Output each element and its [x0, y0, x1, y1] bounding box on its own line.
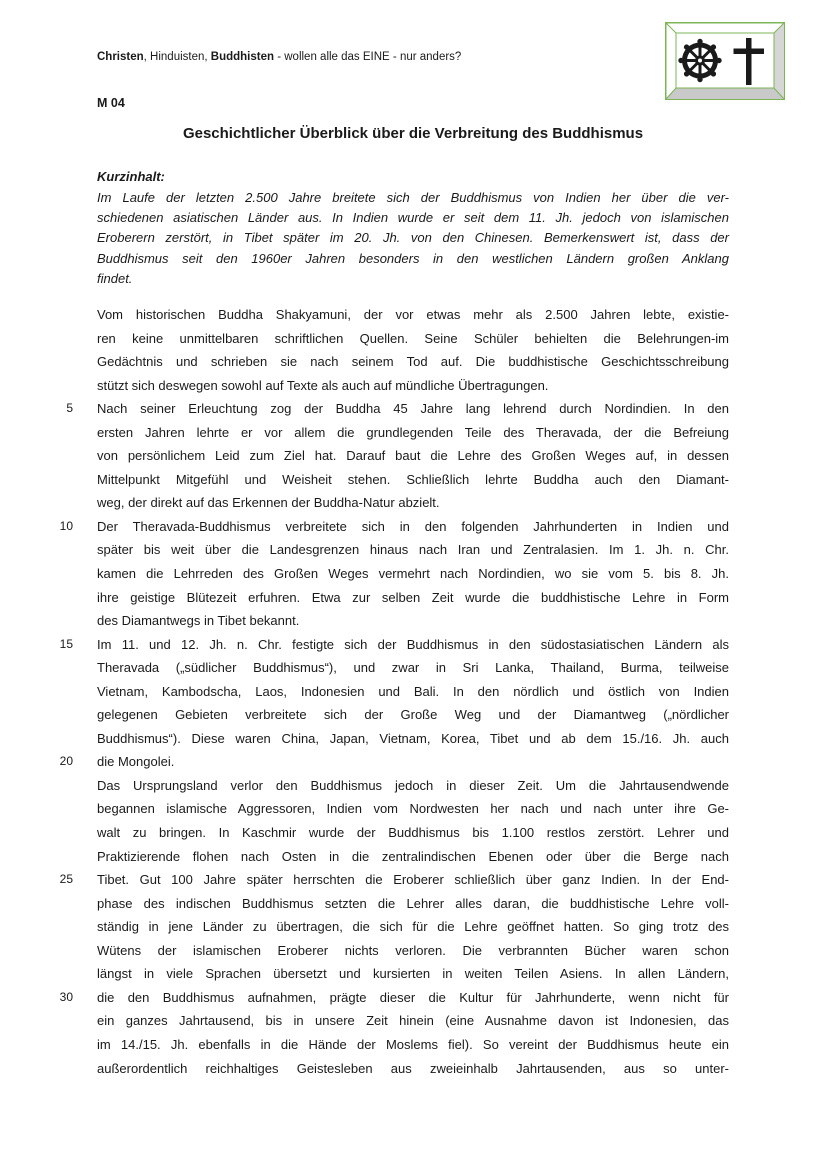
summary-line: Buddhismus seit den 1960er Jahren besonders in den westlichen Ländern großen Anklang: [97, 250, 729, 266]
body-line: weg, der direkt auf das Erkennen der Buddha-Natur abzielt.: [97, 495, 440, 511]
body-text-section: [59, 303, 729, 1080]
body-line: Wütens der islamischen Eroberer nichts verloren. Die verbrannten Bücher waren schon: [97, 942, 729, 958]
body-line: ein ganzes Jahrtausend, bis in unsere Zeit hinein (eine Ausnahme davon ist Indonesien, das: [97, 1013, 729, 1029]
body-line: des Diamantwegs in Tibet bekannt.: [97, 613, 300, 629]
header-rest-text: - wollen alle das EINE - nur anders?: [274, 51, 462, 63]
material-label: M 04: [97, 96, 125, 110]
line-number: 25: [59, 872, 73, 887]
body-line: Vietnam, Kambodscha, Laos, Indonesien und Bali. In den nördlich und östlich von Indien: [97, 683, 729, 699]
body-line: ständig in jene Länder zu übertragen, die sich für die Lehre geöffnet hatten. So ging trotz des: [97, 919, 729, 935]
body-line: 20 die Mongolei.: [97, 750, 729, 774]
summary-line: findet.: [97, 270, 133, 286]
line-number: 30: [59, 989, 73, 1004]
body-line: längst in viele Sprachen übersetzt und kursierten in weiten Teilen Asiens. In allen Ländern,: [97, 966, 729, 982]
body-line: kamen die Lehrreden des Großen Weges vermehrt nach Nordindien, wo sie vom 5. bis 8. Jh.: [97, 566, 729, 582]
body-line: stützt sich deswegen sowohl auf Texte als auch auf mündliche Übertragungen.: [97, 377, 549, 393]
summary-lines: [97, 188, 729, 289]
body-line: walt zu bringen. In Kaschmir wurde der Buddhismus bis 1.100 restlos zerstört. Lehrer und: [97, 825, 729, 841]
summary-line: Eroberern zerstört, in Tibet später im 20. Jh. von den Chinesen. Bemerkenswert ist, dass der: [97, 230, 729, 246]
summary-heading: Kurzinhalt:: [97, 169, 165, 184]
line-number: 20: [59, 754, 73, 769]
header-word-christen: Christen: [97, 51, 144, 63]
body-line: Mittelpunkt Mitgefühl und Weisheit stehen. Schließlich lehrte Buddha auch den Diamant-: [97, 471, 729, 487]
line-number: 5: [66, 401, 73, 416]
body-line: 15 Im 11. und 12. Jh. n. Chr. festigte sich der Buddhismus in den südostasiatischen Ländern als: [97, 633, 729, 657]
page-title: Geschichtlicher Überblick über die Verbreitung des Buddhismus: [182, 125, 644, 142]
logo-frame: [665, 22, 785, 100]
summary-line: Im Laufe der letzten 2.500 Jahre breitete sich der Buddhismus von Indien her über die ver-: [97, 190, 729, 205]
summary-section: [97, 167, 729, 289]
body-line: begannen islamische Aggressoren, Indien vom Nordwesten her nach und nach unter ihre Ge-: [97, 801, 729, 817]
header-middle-text: , Hinduisten,: [143, 51, 211, 63]
body-line: Buddhismus“). Diese waren China, Japan, Vietnam, Korea, Tibet und ab dem 15./16. Jh. auch: [97, 730, 729, 746]
body-line: ersten Jahren lehrte er vor allem die grundlegenden Teile des Theravada, der die Befreiung: [97, 424, 729, 440]
body-line: ihre geistige Blütezeit erfuhren. Etwa zur selben Zeit wurde die buddhistische Lehre in Form: [97, 589, 729, 605]
body-line: Das Ursprungsland verlor den Buddhismus jedoch in dieser Zeit. Um die Jahrtausendwende: [97, 777, 729, 793]
body-line: später bis weit über die Landesgrenzen hinaus nach Iran und Zentralasien. Im 1. Jh. n. Chr.: [97, 542, 729, 558]
body-line: 5 Nach seiner Erleuchtung zog der Buddha 45 Jahre lang lehrend durch Nordindien. In den: [97, 397, 729, 421]
body-line: außerordentlich reichhaltiges Geistesleben aus zweieinhalb Jahrtausenden, aus so unter-: [97, 1060, 729, 1076]
line-number: 15: [59, 636, 73, 651]
body-line: gelegenen Gebieten verbreitete sich der Große Weg und der Diamantweg („nördlicher: [97, 707, 729, 723]
summary-line: schiedenen asiatischen Länder aus. In Indien wurde er seit dem 11. Jh. jedoch von islamischen: [97, 210, 729, 226]
body-line: von persönlichem Leid zum Ziel hat. Darauf baut die Lehre des Großen Weges auf, in dessen: [97, 448, 729, 464]
religions-logo: [665, 22, 785, 100]
page-header: [97, 50, 461, 65]
body-line: Vom historischen Buddha Shakyamuni, der vor etwas mehr als 2.500 Jahren lebte, existie-: [97, 307, 729, 322]
body-line: Theravada („südlicher Buddhismus“), und zwar in Sri Lanka, Thailand, Burma, teilweise: [97, 660, 729, 676]
body-line: ren keine unmittelbaren schriftlichen Quellen. Seine Schüler behielten die Belehrungen-im: [97, 330, 729, 346]
body-line: 30 die den Buddhismus aufnahmen, prägte dieser die Kultur für Jahrhunderte, wenn nicht für: [97, 986, 729, 1010]
body-line: phase des indischen Buddhismus setzten die Lehrer alles daran, die buddhistische Lehre voll-: [97, 895, 729, 911]
body-line: Praktizierende flohen nach Osten in die zentralindischen Ebenen oder über die Berge nach: [97, 848, 729, 864]
body-line: Gedächtnis und schrieben sie nach seinem Tod auf. Die buddhistische Geschichtsschreibung: [97, 354, 729, 370]
body-lines: [59, 303, 729, 1080]
header-word-buddhisten: Buddhisten: [210, 51, 275, 63]
dharma-wheel-icon: [678, 39, 721, 82]
body-line: 25 Tibet. Gut 100 Jahre später herrschten die Eroberer schließlich über ganz Indien. In der End-: [97, 868, 729, 892]
line-number: 10: [59, 518, 73, 533]
body-line: 10 Der Theravada-Buddhismus verbreitete sich in den folgenden Jahrhunderten in Indien und: [97, 515, 729, 539]
body-line: im 14./15. Jh. ebenfalls in die Hände der Moslems fiel). So vereint der Buddhismus heute ein: [97, 1036, 729, 1052]
